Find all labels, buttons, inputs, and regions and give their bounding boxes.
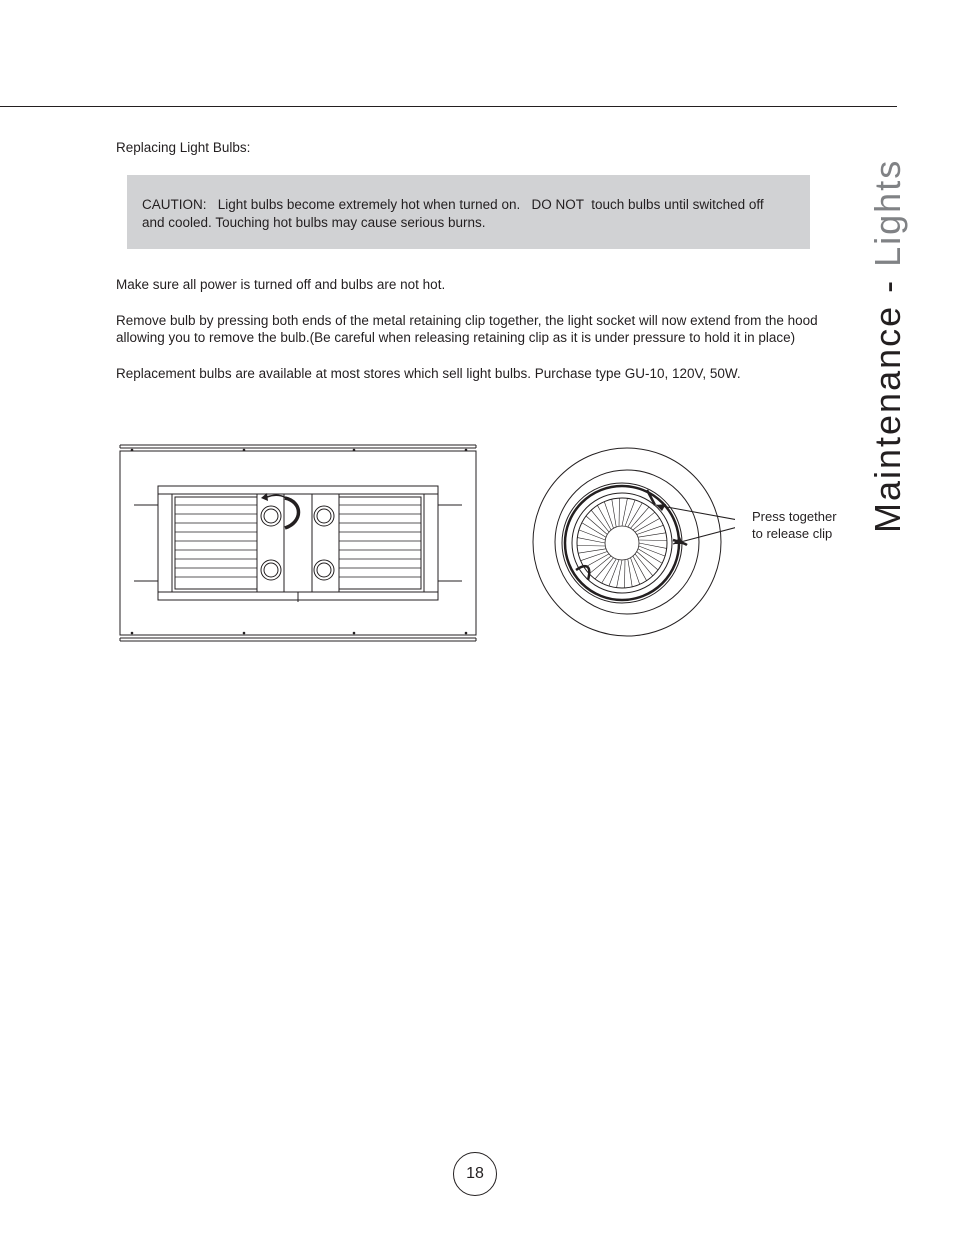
vertical-title-part1: Maintenance - [867,266,908,533]
callout-label [752,508,837,542]
light-panel-diagram [117,442,479,644]
vertical-title-part2: Lights [867,158,908,267]
callout-line-1: Press together [752,509,837,524]
reflector-fin [604,502,613,529]
paragraph-remove-bulb: Remove bulb by pressing both ends of the metal retaining clip together, the light socket will now extend from the hood allowing you to remove the bulb.(Be careful when releasing retaining clip as it is under pressure to hold it in place) [116,313,818,345]
reflector-fin [638,533,666,537]
caution-do-not: DO NOT [531,197,584,212]
page-number: 18 [453,1152,497,1196]
caution-box [127,175,810,249]
caution-text-2: touch bulbs until switched off [591,197,764,212]
caution-line-1 [142,196,795,214]
reflector-fin [637,525,664,534]
reflector-fin [628,559,632,587]
top-rule [0,106,897,107]
reflector-fin [639,540,667,541]
socket-clip-diagram [530,445,735,645]
reflector-fin [581,552,608,561]
reflector-fin [631,558,640,585]
paragraph-power-off: Make sure all power is turned off and bulbs are not hot. [116,277,446,292]
vertical-section-title [867,158,908,533]
caution-text-1: Light bulbs become extremely hot when turned on. [217,197,521,212]
reflector-fin [619,498,620,526]
reflector-fin [578,549,606,553]
paragraph-replacement-bulbs: Replacement bulbs are available at most stores which sell light bulbs. Purchase type GU-10, 120V, 50W. [116,366,741,381]
caution-line-2: and cooled. Touching hot bulbs may cause serious burns. [142,215,486,230]
reflector-fin [612,499,616,527]
caution-label: CAUTION: [142,197,207,212]
reflector-fin [625,560,626,588]
reflector-fin [577,546,605,547]
section-heading: Replacing Light Bulbs: [116,140,251,155]
callout-line-2: to release clip [752,526,833,541]
